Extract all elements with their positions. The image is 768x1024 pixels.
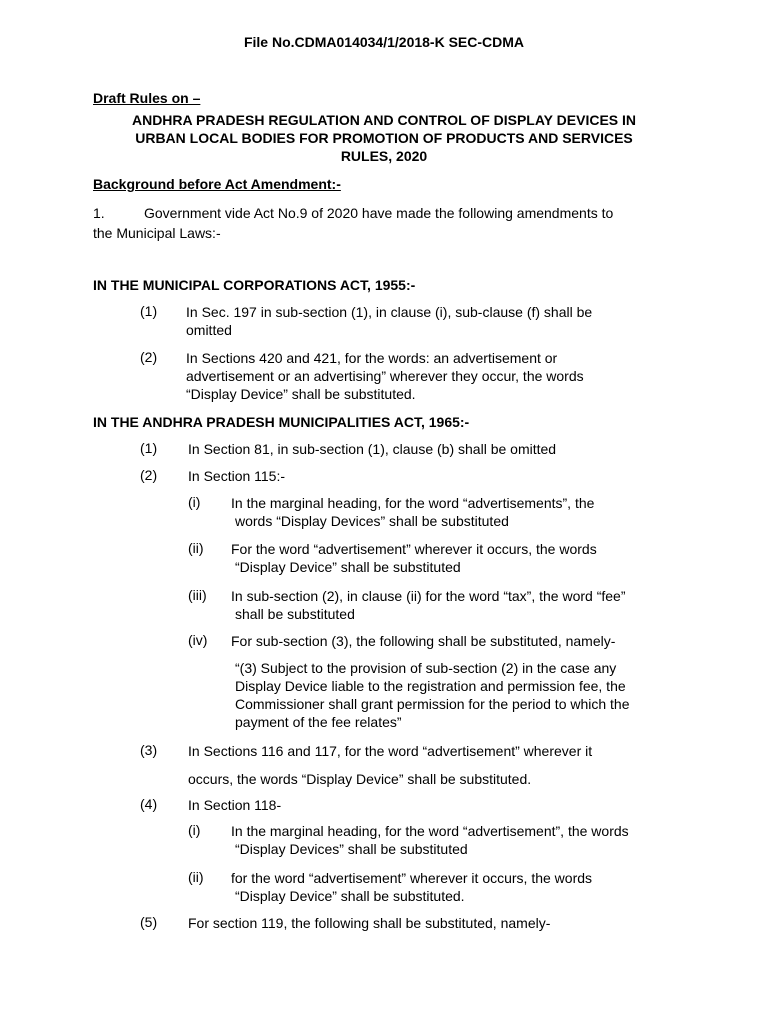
- document-title: [80, 111, 688, 165]
- quote-line: “(3) Subject to the provision of sub-section (2) in the case any: [235, 660, 617, 676]
- list-item: [188, 742, 675, 788]
- section-heading: IN THE MUNICIPAL CORPORATIONS ACT, 1955:-: [93, 277, 416, 293]
- list-item: In Section 81, in sub-section (1), clause (b) shall be omitted: [188, 441, 557, 457]
- file-number: File No.CDMA014034/1/2018-K SEC-CDMA: [243, 34, 525, 50]
- item-number: (5): [140, 914, 158, 930]
- para-line: Government vide Act No.9 of 2020 have made the following amendments to: [144, 205, 614, 221]
- item-line: shall be substituted: [235, 606, 355, 622]
- list-item: [186, 303, 675, 339]
- item-line: In Sections 420 and 421, for the words: an advertisement or: [186, 350, 558, 366]
- draft-heading: Draft Rules on –: [93, 90, 201, 106]
- item-line: In sub-section (2), in clause (ii) for the word “tax”, the word “fee”: [231, 588, 626, 604]
- item-line: For the word “advertisement” wherever it occurs, the words: [231, 541, 597, 557]
- item-line: for the word “advertisement” wherever it occurs, the words: [231, 870, 593, 886]
- subitem-number: (iii): [188, 587, 207, 603]
- background-heading: Background before Act Amendment:-: [93, 176, 341, 192]
- item-line: words “Display Devices” shall be substituted: [235, 513, 509, 529]
- list-item: For section 119, the following shall be substituted, namely-: [188, 915, 551, 931]
- item-line: “Display Device” shall be substituted.: [235, 888, 465, 904]
- item-line: omitted: [186, 322, 232, 338]
- sub-list-item: For sub-section (3), the following shall be substituted, namely-: [231, 633, 616, 649]
- sub-list-item: [231, 540, 675, 576]
- item-line: In Sections 116 and 117, for the word “advertisement” wherever it: [188, 743, 593, 759]
- quote-line: Display Device liable to the registration and permission fee, the: [235, 678, 626, 694]
- item-line: In Sec. 197 in sub-section (1), in clause (i), sub-clause (f) shall be: [186, 304, 593, 320]
- sub-list-item: [231, 869, 675, 905]
- subitem-number: (i): [188, 822, 201, 838]
- item-number: (2): [140, 349, 158, 365]
- list-item: In Section 118-: [188, 797, 282, 813]
- para-line: the Municipal Laws:-: [93, 225, 221, 241]
- item-line: advertisement or an advertising” wherever they occur, the words: [186, 368, 584, 384]
- subitem-number: (ii): [188, 869, 204, 885]
- item-line: In the marginal heading, for the word “advertisements”, the: [231, 495, 595, 511]
- item-number: (3): [140, 742, 158, 758]
- quoted-subsection: [235, 659, 675, 731]
- item-number: (4): [140, 796, 158, 812]
- quote-line: Commissioner shall grant permission for the period to which the: [235, 696, 630, 712]
- sub-list-item: [231, 494, 675, 530]
- title-line: RULES, 2020: [340, 148, 428, 164]
- sub-list-item: [231, 822, 675, 858]
- subitem-number: (iv): [188, 632, 208, 648]
- subitem-number: (ii): [188, 540, 204, 556]
- para-number: 1.: [93, 205, 105, 221]
- item-line: “Display Devices” shall be substituted: [235, 841, 468, 857]
- item-line: “Display Device” shall be substituted.: [186, 386, 416, 402]
- title-line: URBAN LOCAL BODIES FOR PROMOTION OF PRODUCTS AND SERVICES: [135, 130, 633, 146]
- item-number: (1): [140, 440, 158, 456]
- item-line: In the marginal heading, for the word “advertisement”, the words: [231, 823, 629, 839]
- list-item: [186, 349, 675, 403]
- item-line: occurs, the words “Display Device” shall be substituted.: [188, 771, 532, 787]
- sub-list-item: [231, 587, 675, 623]
- item-number: (1): [140, 303, 158, 319]
- item-line: “Display Device” shall be substituted: [235, 559, 461, 575]
- subitem-number: (i): [188, 494, 201, 510]
- list-item: In Section 115:-: [188, 468, 286, 484]
- quote-line: payment of the fee relates”: [235, 714, 402, 730]
- item-number: (2): [140, 467, 158, 483]
- section-heading: IN THE ANDHRA PRADESH MUNICIPALITIES ACT, 1965:-: [93, 414, 470, 430]
- title-line: ANDHRA PRADESH REGULATION AND CONTROL OF DISPLAY DEVICES IN: [131, 112, 637, 128]
